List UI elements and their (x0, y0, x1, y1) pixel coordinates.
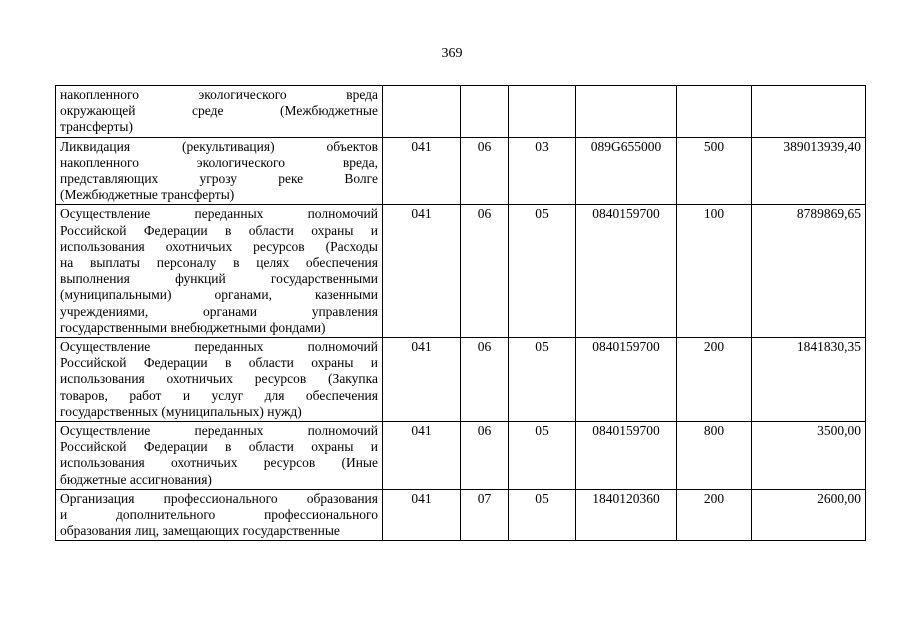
description-line: государственных (муниципальных) нужд) (60, 403, 302, 419)
ministry-code-cell (383, 86, 461, 138)
expense-type-cell: 100 (677, 205, 752, 338)
table-body (56, 86, 866, 541)
target-article-cell: 0840159700 (576, 338, 677, 422)
subsection-code-cell: 05 (509, 338, 576, 422)
amount-cell: 1841830,35 (752, 338, 866, 422)
amount-cell (752, 86, 866, 138)
section-code-cell: 06 (461, 338, 509, 422)
section-code-cell: 07 (461, 489, 509, 541)
target-article-cell (576, 86, 677, 138)
description-line: Осуществление переданных полномочий (60, 339, 378, 355)
description-line: и дополнительного профессионального (60, 507, 378, 523)
description-line: учреждениями, органами управления (60, 303, 378, 319)
expense-type-cell (677, 86, 752, 138)
description-line: использования охотничьих ресурсов (Закупка (60, 371, 378, 387)
budget-table (55, 85, 866, 541)
target-article-cell: 089G655000 (576, 137, 677, 205)
description-line: государственными внебюджетными фондами) (60, 319, 326, 335)
description-line: трансферты) (60, 119, 133, 135)
page-number: 369 (441, 46, 463, 61)
description-line: образования лиц, замещающих государственные (60, 523, 340, 539)
description-line: использования охотничьих ресурсов (Иные (60, 455, 378, 471)
ministry-code-cell: 041 (383, 338, 461, 422)
description-line: представляющих угрозу реке Волге (60, 171, 378, 187)
amount-cell: 2600,00 (752, 489, 866, 541)
description-line: (муниципальными) органами, казенными (60, 287, 378, 303)
amount-cell: 389013939,40 (752, 137, 866, 205)
amount-cell: 8789869,65 (752, 205, 866, 338)
description-line: бюджетные ассигнования) (60, 471, 212, 487)
description-line: Российской Федерации в области охраны и (60, 355, 378, 371)
subsection-code-cell: 05 (509, 205, 576, 338)
expense-type-cell: 200 (677, 338, 752, 422)
section-code-cell (461, 86, 509, 138)
table-row (56, 205, 866, 338)
description-line: Российской Федерации в области охраны и (60, 439, 378, 455)
expense-type-cell: 200 (677, 489, 752, 541)
expense-type-cell: 500 (677, 137, 752, 205)
description-line: товаров, работ и услуг для обеспечения (60, 387, 378, 403)
table-row (56, 422, 866, 490)
subsection-code-cell (509, 86, 576, 138)
description-line: использования охотничьих ресурсов (Расходы (60, 238, 378, 254)
row-description (56, 338, 383, 422)
row-description (56, 137, 383, 205)
table-row (56, 86, 866, 138)
description-line: Осуществление переданных полномочий (60, 206, 378, 222)
row-description (56, 205, 383, 338)
description-line: выполнения функций государственными (60, 271, 378, 287)
subsection-code-cell: 05 (509, 422, 576, 490)
description-line: окружающей среде (Межбюджетные (60, 103, 378, 119)
description-line: Российской Федерации в области охраны и (60, 222, 378, 238)
row-description (56, 86, 383, 138)
expense-type-cell: 800 (677, 422, 752, 490)
subsection-code-cell: 03 (509, 137, 576, 205)
description-line: Ликвидация (рекультивация) объектов (60, 138, 378, 154)
ministry-code-cell: 041 (383, 489, 461, 541)
section-code-cell: 06 (461, 137, 509, 205)
table-row (56, 338, 866, 422)
section-code-cell: 06 (461, 205, 509, 338)
description-line: накопленного экологического вреда, (60, 154, 378, 170)
description-line: накопленного экологического вреда (60, 87, 378, 102)
description-line: на выплаты персоналу в целях обеспечения (60, 255, 378, 271)
ministry-code-cell: 041 (383, 205, 461, 338)
ministry-code-cell: 041 (383, 422, 461, 490)
description-line: Организация профессионального образования (60, 490, 378, 506)
table-row (56, 489, 866, 541)
subsection-code-cell: 05 (509, 489, 576, 541)
table-row (56, 137, 866, 205)
target-article-cell: 0840159700 (576, 205, 677, 338)
row-description (56, 422, 383, 490)
amount-cell: 3500,00 (752, 422, 866, 490)
row-description (56, 489, 383, 541)
ministry-code-cell: 041 (383, 137, 461, 205)
target-article-cell: 0840159700 (576, 422, 677, 490)
target-article-cell: 1840120360 (576, 489, 677, 541)
description-line: (Межбюджетные трансферты) (60, 187, 235, 203)
description-line: Осуществление переданных полномочий (60, 423, 378, 439)
section-code-cell: 06 (461, 422, 509, 490)
